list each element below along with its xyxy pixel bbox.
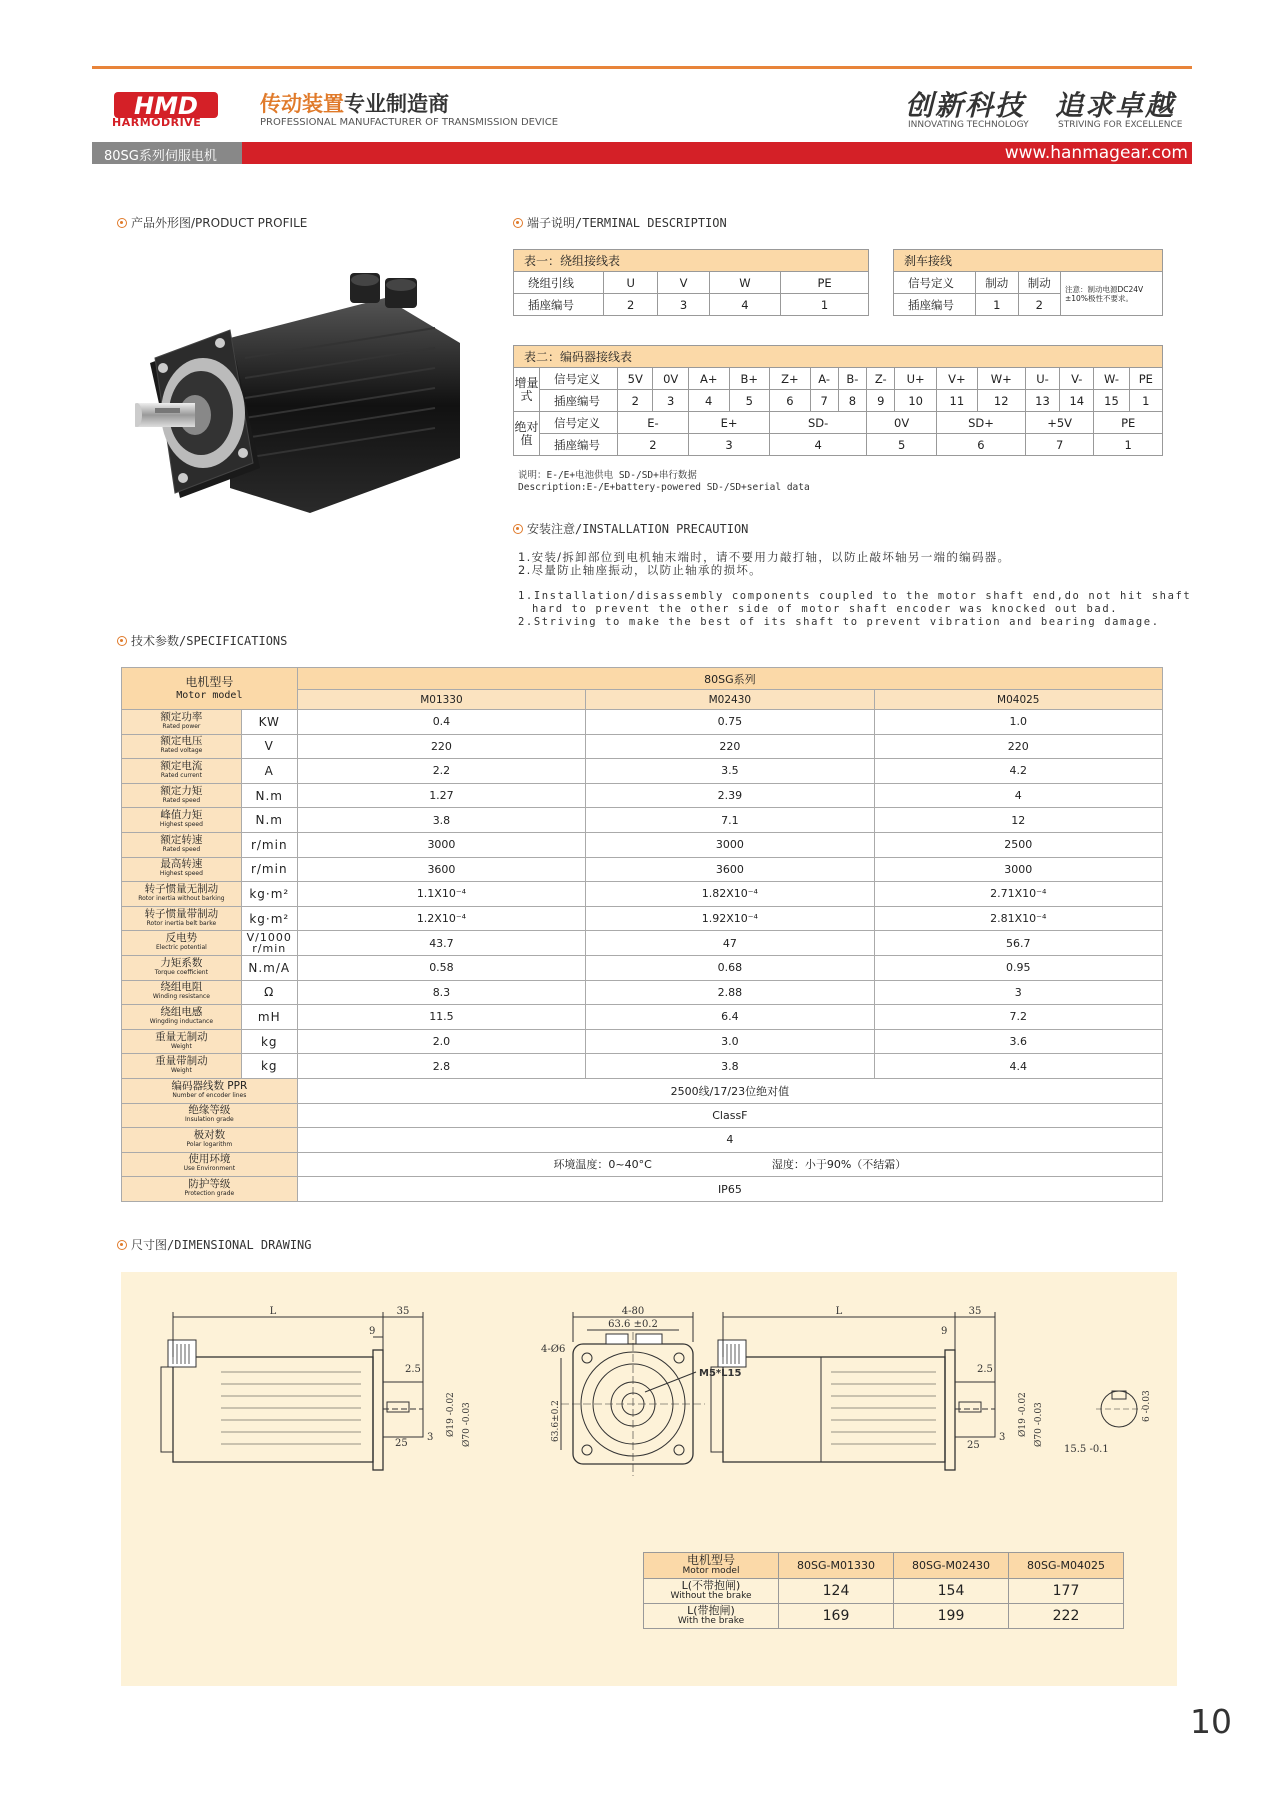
spec-value: 2500线/17/23位绝对值	[297, 1078, 1162, 1103]
install-note: 1.Installation/disassembly components coupled to the motor shaft end,do not hit shaft	[518, 590, 1192, 602]
spec-param-name: 转子惯量无制动 Rotor inertia without barking	[122, 882, 242, 907]
length-table	[643, 1552, 1124, 1629]
spec-row	[122, 1152, 1163, 1177]
winding-cell: V	[658, 272, 709, 294]
spec-row	[122, 906, 1163, 931]
encoder-cell: E-	[618, 412, 689, 434]
brake-note: 注意：制动电源DC24V ±10%极性不要求。	[1061, 272, 1163, 316]
install-note: hard to prevent the other side of motor shaft encoder was knocked out bad.	[532, 603, 1119, 615]
brake-cell: 1	[976, 294, 1019, 316]
motor-photo	[135, 268, 465, 563]
spec-param-name: 额定电流 Rated current	[122, 759, 242, 784]
spec-value: 0.95	[874, 955, 1162, 980]
spec-value: 0.68	[586, 955, 874, 980]
length-cell: 154	[894, 1579, 1009, 1604]
spec-unit: N.m	[241, 783, 297, 808]
brake-table-title: 刹车接线	[894, 250, 1163, 272]
spec-row	[122, 1078, 1163, 1103]
spec-value: 2500	[874, 832, 1162, 857]
encoder-cell: V+	[937, 368, 978, 390]
spec-value: 3600	[297, 857, 585, 882]
spec-value: 3	[874, 980, 1162, 1005]
dim-label: 6 -0.03	[1142, 1390, 1152, 1422]
spec-row	[122, 1103, 1163, 1128]
encoder-cell: +5V	[1025, 412, 1094, 434]
encoder-cell: W+	[977, 368, 1025, 390]
dim-label: Ø70 -0.03	[462, 1402, 472, 1447]
winding-cell: 1	[781, 294, 869, 316]
spec-unit: kg·m²	[241, 882, 297, 907]
spec-value: 1.1X10⁻⁴	[297, 882, 585, 907]
dim-label: Ø19 -0.02	[1018, 1392, 1028, 1437]
spec-value: 56.7	[874, 931, 1162, 956]
spec-value: 3000	[586, 832, 874, 857]
encoder-cell: 1	[1129, 390, 1162, 412]
spec-table	[121, 667, 1163, 1202]
spec-row	[122, 955, 1163, 980]
winding-cell: PE	[781, 272, 869, 294]
spec-value: 2.0	[297, 1029, 585, 1054]
spec-param-name: 最高转速 Highest speed	[122, 857, 242, 882]
spec-value: 1.92X10⁻⁴	[586, 906, 874, 931]
install-note: 2.尽量防止轴座振动，以防止轴承的损坏。	[518, 563, 762, 577]
length-cell: 169	[779, 1604, 894, 1629]
spec-unit: kg	[241, 1054, 297, 1079]
brake-row2-label: 插座编号	[894, 294, 976, 316]
spec-value: 3.8	[586, 1054, 874, 1079]
spec-value: 2.81X10⁻⁴	[874, 906, 1162, 931]
encoder-abs-label: 绝对值	[514, 412, 540, 456]
spec-value: 220	[874, 734, 1162, 759]
spec-row	[122, 1029, 1163, 1054]
encoder-signal-label: 信号定义	[540, 368, 618, 390]
dim-label: 15.5 -0.1	[1064, 1444, 1109, 1455]
encoder-signal-label: 信号定义	[540, 412, 618, 434]
section-title-install: 安装注意/INSTALLATION PRECAUTION	[513, 520, 748, 537]
spec-value: 2.71X10⁻⁴	[874, 882, 1162, 907]
spec-row	[122, 931, 1163, 956]
encoder-cell: 5	[867, 434, 937, 456]
brake-row1-label: 信号定义	[894, 272, 976, 294]
dim-label: 25	[967, 1440, 980, 1451]
winding-cell: W	[709, 272, 780, 294]
spec-row	[122, 1128, 1163, 1153]
spec-param-name: 绕组电感 Wingding inductance	[122, 1005, 242, 1030]
spec-series-header: 80SG系列	[297, 668, 1162, 690]
spec-row	[122, 882, 1163, 907]
spec-value: 3.8	[297, 808, 585, 833]
encoder-cell: 3	[653, 390, 688, 412]
spec-value: 3000	[297, 832, 585, 857]
spec-row	[122, 808, 1163, 833]
length-row-label: L(不带抱闸) Without the brake	[644, 1579, 779, 1604]
spec-param-name: 防护等级 Protection grade	[122, 1177, 298, 1202]
encoder-pin-label: 插座编号	[540, 390, 618, 412]
encoder-table-title: 表二：编码器接线表	[514, 346, 1163, 368]
encoder-cell: V-	[1060, 368, 1094, 390]
spec-unit: kg·m²	[241, 906, 297, 931]
encoder-cell: SD-	[770, 412, 867, 434]
spec-param-name: 峰值力矩 Highest speed	[122, 808, 242, 833]
spec-value: IP65	[297, 1177, 1162, 1202]
encoder-cell: 9	[867, 390, 895, 412]
page-number: 10	[1190, 1702, 1232, 1741]
spec-param-name: 额定电压 Rated voltage	[122, 734, 242, 759]
encoder-cell: 4	[770, 434, 867, 456]
encoder-note-cn: 说明：E-/E+电池供电 SD-/SD+串行数据	[518, 470, 697, 481]
spec-param-name: 重量无制动 Weight	[122, 1029, 242, 1054]
dim-label: 3	[427, 1432, 434, 1443]
encoder-cell: 4	[688, 390, 729, 412]
encoder-cell: 2	[618, 390, 653, 412]
slogan-striving: 追求卓越	[1055, 89, 1176, 122]
encoder-cell: E+	[688, 412, 769, 434]
length-row-label: L(带抱闸) With the brake	[644, 1604, 779, 1629]
spec-value: 3.6	[874, 1029, 1162, 1054]
winding-table-title: 表一：绕组接线表	[514, 250, 869, 272]
spec-value: 220	[297, 734, 585, 759]
spec-row	[122, 783, 1163, 808]
spec-value: 4	[874, 783, 1162, 808]
spec-param-name: 反电势 Electric potential	[122, 931, 242, 956]
encoder-cell: U+	[895, 368, 937, 390]
dim-label: 3	[999, 1432, 1006, 1443]
encoder-cell: 15	[1094, 390, 1129, 412]
dim-label: 35	[396, 1306, 410, 1317]
slogan-innovating-en: INNOVATING TECHNOLOGY	[908, 120, 1029, 130]
encoder-table	[513, 345, 1163, 456]
dim-label: L	[835, 1306, 843, 1317]
logo-wordmark: HARMODRIVE	[112, 116, 202, 129]
brake-table	[893, 249, 1163, 316]
spec-value: 2.88	[586, 980, 874, 1005]
winding-cell: U	[604, 272, 658, 294]
spec-param-name: 转子惯量带制动 Rotor inertia belt barke	[122, 906, 242, 931]
spec-value: 220	[586, 734, 874, 759]
length-cell: 199	[894, 1604, 1009, 1629]
spec-unit: r/min	[241, 832, 297, 857]
spec-value: 8.3	[297, 980, 585, 1005]
spec-model-col: M02430	[586, 690, 874, 710]
spec-param-name: 额定转速 Rated speed	[122, 832, 242, 857]
series-label: 80SG系列伺服电机	[92, 142, 242, 164]
spec-value: 1.27	[297, 783, 585, 808]
encoder-cell: 5	[729, 390, 770, 412]
encoder-cell: 11	[937, 390, 978, 412]
winding-cell: 4	[709, 294, 780, 316]
encoder-note-en: Description:E-/E+battery-powered SD-/SD+serial data	[518, 482, 810, 493]
tagline-en: PROFESSIONAL MANUFACTURER OF TRANSMISSION DEVICE	[260, 117, 559, 128]
brake-cell: 制动	[976, 272, 1019, 294]
install-note: 2.Striving to make the best of its shaft to prevent vibration and bearing damage.	[518, 616, 1160, 628]
spec-row	[122, 1054, 1163, 1079]
spec-row	[122, 759, 1163, 784]
encoder-cell: PE	[1094, 412, 1163, 434]
spec-value: 2.8	[297, 1054, 585, 1079]
spec-param-name: 使用环境 Use Environment	[122, 1152, 298, 1177]
website-link[interactable]: www.hanmagear.com	[1004, 143, 1188, 163]
spec-value: 0.75	[586, 710, 874, 735]
spec-unit: V/1000 r/min	[241, 931, 297, 956]
dim-label: 2.5	[405, 1364, 421, 1375]
spec-value: 0.4	[297, 710, 585, 735]
encoder-notes	[518, 470, 810, 494]
encoder-cell: U-	[1025, 368, 1059, 390]
slogan-innovating: 创新科技	[905, 89, 1026, 122]
spec-value: 11.5	[297, 1005, 585, 1030]
spec-row	[122, 857, 1163, 882]
dimension-drawing	[121, 1272, 1177, 1532]
spec-value: 7.1	[586, 808, 874, 833]
encoder-cell: 3	[688, 434, 769, 456]
spec-model-header: 电机型号 Motor model	[122, 668, 298, 710]
encoder-cell: B-	[838, 368, 867, 390]
spec-value: 7.2	[874, 1005, 1162, 1030]
install-notes-cn	[518, 551, 1010, 577]
spec-unit: N.m	[241, 808, 297, 833]
encoder-cell: 13	[1025, 390, 1059, 412]
encoder-cell: A-	[810, 368, 838, 390]
encoder-cell: Z+	[770, 368, 811, 390]
encoder-cell: Z-	[867, 368, 895, 390]
dim-label: Ø19 -0.02	[446, 1392, 456, 1437]
spec-param-name: 极对数 Polar logarithm	[122, 1128, 298, 1153]
dim-label: Ø70 -0.03	[1034, 1402, 1044, 1447]
section-title-profile: 产品外形图/PRODUCT PROFILE	[117, 214, 307, 231]
spec-value: 环境温度：0~40°C 湿度：小于90%（不结霜）	[297, 1152, 1162, 1177]
encoder-cell: 8	[838, 390, 867, 412]
dim-label: 9	[941, 1326, 948, 1337]
spec-row	[122, 1177, 1163, 1202]
spec-row	[122, 710, 1163, 735]
spec-value: 4.2	[874, 759, 1162, 784]
spec-row	[122, 1005, 1163, 1030]
encoder-cell: 0V	[653, 368, 688, 390]
encoder-cell: 1	[1094, 434, 1163, 456]
spec-value: 47	[586, 931, 874, 956]
spec-value: 4	[297, 1128, 1162, 1153]
spec-unit: KW	[241, 710, 297, 735]
encoder-cell: 10	[895, 390, 937, 412]
spec-param-name: 编码器线数 PPR Number of encoder lines	[122, 1078, 298, 1103]
winding-table	[513, 249, 869, 316]
dim-label: 9	[369, 1326, 376, 1337]
encoder-cell: 0V	[867, 412, 937, 434]
spec-model-col: M01330	[297, 690, 585, 710]
spec-value: 1.82X10⁻⁴	[586, 882, 874, 907]
length-model-col: 80SG-M02430	[894, 1553, 1009, 1579]
spec-model-col: M04025	[874, 690, 1162, 710]
encoder-cell: W-	[1094, 368, 1129, 390]
section-title-spec: 技术参数/SPECIFICATIONS	[117, 632, 287, 649]
spec-unit: kg	[241, 1029, 297, 1054]
spec-unit: N.m/A	[241, 955, 297, 980]
encoder-cell: SD+	[937, 412, 1026, 434]
spec-value: 3.5	[586, 759, 874, 784]
spec-param-name: 绝缘等级 Insulation grade	[122, 1103, 298, 1128]
spec-value: 2.39	[586, 783, 874, 808]
encoder-cell: B+	[729, 368, 770, 390]
encoder-inc-label: 增量式	[514, 368, 540, 412]
length-cell: 222	[1009, 1604, 1124, 1629]
dim-label: 35	[968, 1306, 982, 1317]
tagline: 传动装置专业制造商	[260, 92, 449, 116]
spec-row	[122, 980, 1163, 1005]
spec-value: 0.58	[297, 955, 585, 980]
side-view-no-brake	[161, 1312, 423, 1470]
spec-value: 1.2X10⁻⁴	[297, 906, 585, 931]
install-notes-en	[518, 590, 1191, 629]
length-model-col: 80SG-M01330	[779, 1553, 894, 1579]
spec-value: 12	[874, 808, 1162, 833]
length-model-header: 电机型号 Motor model	[644, 1553, 779, 1579]
brake-cell: 2	[1018, 294, 1061, 316]
brake-cell: 制动	[1018, 272, 1061, 294]
dim-label: 4-Ø6	[541, 1344, 566, 1355]
spec-row	[122, 734, 1163, 759]
encoder-cell: 5V	[618, 368, 653, 390]
encoder-cell: 7	[1025, 434, 1094, 456]
spec-unit: mH	[241, 1005, 297, 1030]
length-model-col: 80SG-M04025	[1009, 1553, 1124, 1579]
winding-cell: 3	[658, 294, 709, 316]
spec-value: 2.2	[297, 759, 585, 784]
dim-label: 63.6±0.2	[551, 1400, 561, 1442]
dim-label: 2.5	[977, 1364, 993, 1375]
header-top-line	[92, 66, 1192, 69]
length-cell: 124	[779, 1579, 894, 1604]
encoder-cell: 2	[618, 434, 689, 456]
section-title-dim: 尺寸图/DIMENSIONAL DRAWING	[117, 1236, 312, 1253]
spec-value: 6.4	[586, 1005, 874, 1030]
spec-value: 3000	[874, 857, 1162, 882]
spec-value: 3.0	[586, 1029, 874, 1054]
winding-cell: 2	[604, 294, 658, 316]
spec-unit: Ω	[241, 980, 297, 1005]
encoder-cell: 12	[977, 390, 1025, 412]
section-title-terminal: 端子说明/TERMINAL DESCRIPTION	[513, 214, 727, 231]
dim-label: L	[269, 1306, 277, 1317]
spec-param-name: 额定功率 Rated power	[122, 710, 242, 735]
spec-value: 1.0	[874, 710, 1162, 735]
dim-label: 63.6 ±0.2	[608, 1319, 658, 1330]
encoder-cell: 7	[810, 390, 838, 412]
encoder-cell: 6	[937, 434, 1026, 456]
spec-value: 43.7	[297, 931, 585, 956]
length-cell: 177	[1009, 1579, 1124, 1604]
spec-param-name: 力矩系数 Torque coefficient	[122, 955, 242, 980]
encoder-pin-label: 插座编号	[540, 434, 618, 456]
spec-row	[122, 832, 1163, 857]
spec-value: ClassF	[297, 1103, 1162, 1128]
dim-label: 25	[395, 1438, 408, 1449]
spec-unit: A	[241, 759, 297, 784]
encoder-cell: 6	[770, 390, 811, 412]
spec-value: 4.4	[874, 1054, 1162, 1079]
winding-row2-label: 插座编号	[514, 294, 604, 316]
dim-label: M5*L15	[699, 1368, 742, 1379]
dim-label: 4-80	[621, 1306, 645, 1317]
spec-value: 3600	[586, 857, 874, 882]
spec-param-name: 额定力矩 Rated speed	[122, 783, 242, 808]
svg-text:HMD: HMD	[134, 92, 198, 120]
front-view	[561, 1312, 705, 1476]
encoder-cell: 14	[1060, 390, 1094, 412]
spec-param-name: 绕组电阻 Winding resistance	[122, 980, 242, 1005]
spec-unit: V	[241, 734, 297, 759]
winding-row1-label: 绕组引线	[514, 272, 604, 294]
install-note: 1.安装/拆卸部位到电机轴末端时，请不要用力敲打轴，以防止敲坏轴另一端的编码器。	[518, 550, 1011, 564]
encoder-cell: PE	[1129, 368, 1162, 390]
encoder-cell: A+	[688, 368, 729, 390]
slogan-striving-en: STRIVING FOR EXCELLENCE	[1058, 120, 1183, 130]
spec-unit: r/min	[241, 857, 297, 882]
spec-param-name: 重量带制动 Weight	[122, 1054, 242, 1079]
